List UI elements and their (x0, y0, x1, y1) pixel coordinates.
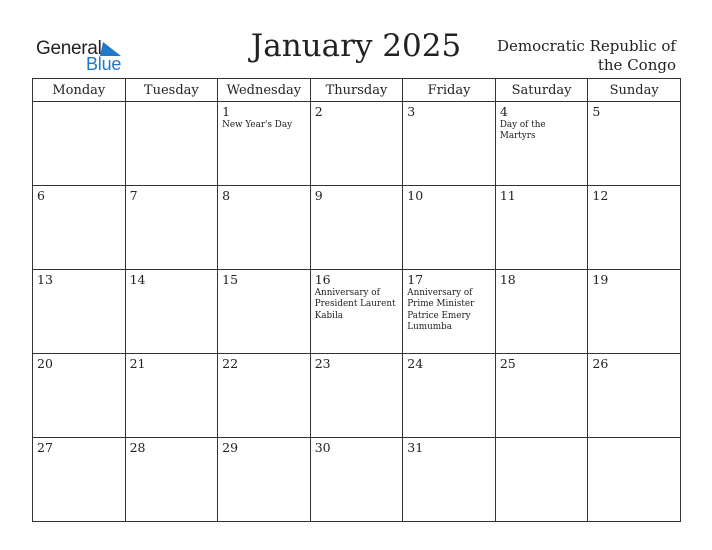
day-cell (125, 438, 218, 522)
day-cell (403, 354, 496, 438)
day-cell (33, 438, 126, 522)
day-cell (125, 354, 218, 438)
day-number: 4 (499, 104, 508, 119)
day-cell (403, 438, 496, 522)
brand-name-general: General (36, 38, 102, 59)
day-cell (310, 270, 403, 354)
day-number: 17 (407, 272, 424, 287)
country-line-2: the Congo (597, 56, 676, 74)
weekday-header: Saturday (495, 79, 588, 102)
country-name (486, 37, 676, 75)
weekday-header: Thursday (310, 79, 403, 102)
day-number: 9 (314, 188, 323, 203)
day-number: 26 (592, 356, 609, 371)
day-number: 8 (222, 188, 231, 203)
day-cell (403, 270, 496, 354)
day-cell (33, 186, 126, 270)
day-number: 22 (222, 356, 239, 371)
day-cell (218, 102, 311, 186)
day-cell (588, 186, 681, 270)
day-number: 11 (499, 188, 516, 203)
day-cell (33, 102, 126, 186)
day-number: 7 (129, 188, 138, 203)
day-cell (33, 270, 126, 354)
page-title: January 2025 (250, 28, 462, 64)
day-cell (125, 270, 218, 354)
holiday-label: Anniversary of Prime Minister Patrice Emery Lumumba (407, 288, 475, 332)
day-number: 13 (37, 272, 53, 287)
calendar-grid (32, 78, 681, 522)
day-cell (218, 270, 311, 354)
day-cell (495, 438, 588, 522)
week-row (33, 438, 681, 522)
day-number: 10 (407, 188, 424, 203)
day-number: 31 (407, 440, 424, 455)
day-number: 25 (499, 356, 516, 371)
day-number: 23 (314, 356, 331, 371)
holiday-label: New Year's Day (222, 120, 293, 130)
day-cell (218, 354, 311, 438)
day-number: 14 (129, 272, 146, 287)
holiday-label: Anniversary of President Laurent Kabila (314, 288, 396, 321)
week-row (33, 102, 681, 186)
day-number: 24 (407, 356, 424, 371)
day-number: 15 (222, 272, 239, 287)
day-cell (218, 438, 311, 522)
weekday-header: Wednesday (218, 79, 311, 102)
day-number: 19 (592, 272, 609, 287)
day-number: 27 (37, 440, 53, 455)
weekday-header: Tuesday (125, 79, 218, 102)
day-number: 16 (314, 272, 331, 287)
day-number: 2 (314, 104, 323, 119)
day-cell (495, 354, 588, 438)
day-cell (495, 270, 588, 354)
day-number: 30 (314, 440, 331, 455)
day-number: 5 (592, 104, 601, 119)
day-cell (588, 270, 681, 354)
weekday-header: Friday (403, 79, 496, 102)
weekday-header: Sunday (588, 79, 681, 102)
day-number: 6 (37, 188, 45, 203)
week-row (33, 354, 681, 438)
week-row (33, 270, 681, 354)
day-cell (125, 102, 218, 186)
day-number: 1 (222, 104, 231, 119)
day-cell (403, 102, 496, 186)
day-cell (125, 186, 218, 270)
day-cell (310, 186, 403, 270)
day-number: 20 (37, 356, 53, 371)
day-number: 12 (592, 188, 609, 203)
day-cell (218, 186, 311, 270)
holiday-label: Day of the Martyrs (499, 120, 546, 142)
day-cell (310, 438, 403, 522)
day-cell (495, 186, 588, 270)
day-number: 3 (407, 104, 416, 119)
day-number: 18 (499, 272, 516, 287)
day-cell (403, 186, 496, 270)
country-line-1: Democratic Republic of (496, 37, 676, 55)
day-cell (588, 102, 681, 186)
day-number: 29 (222, 440, 239, 455)
weekday-header-row (33, 79, 681, 102)
day-cell (33, 354, 126, 438)
day-cell (495, 102, 588, 186)
day-cell (588, 354, 681, 438)
weekday-header: Monday (33, 79, 126, 102)
day-cell (588, 438, 681, 522)
day-cell (310, 354, 403, 438)
day-cell (310, 102, 403, 186)
day-number: 28 (129, 440, 146, 455)
brand-name-blue: Blue (86, 54, 122, 74)
day-number: 21 (129, 356, 146, 371)
week-row (33, 186, 681, 270)
